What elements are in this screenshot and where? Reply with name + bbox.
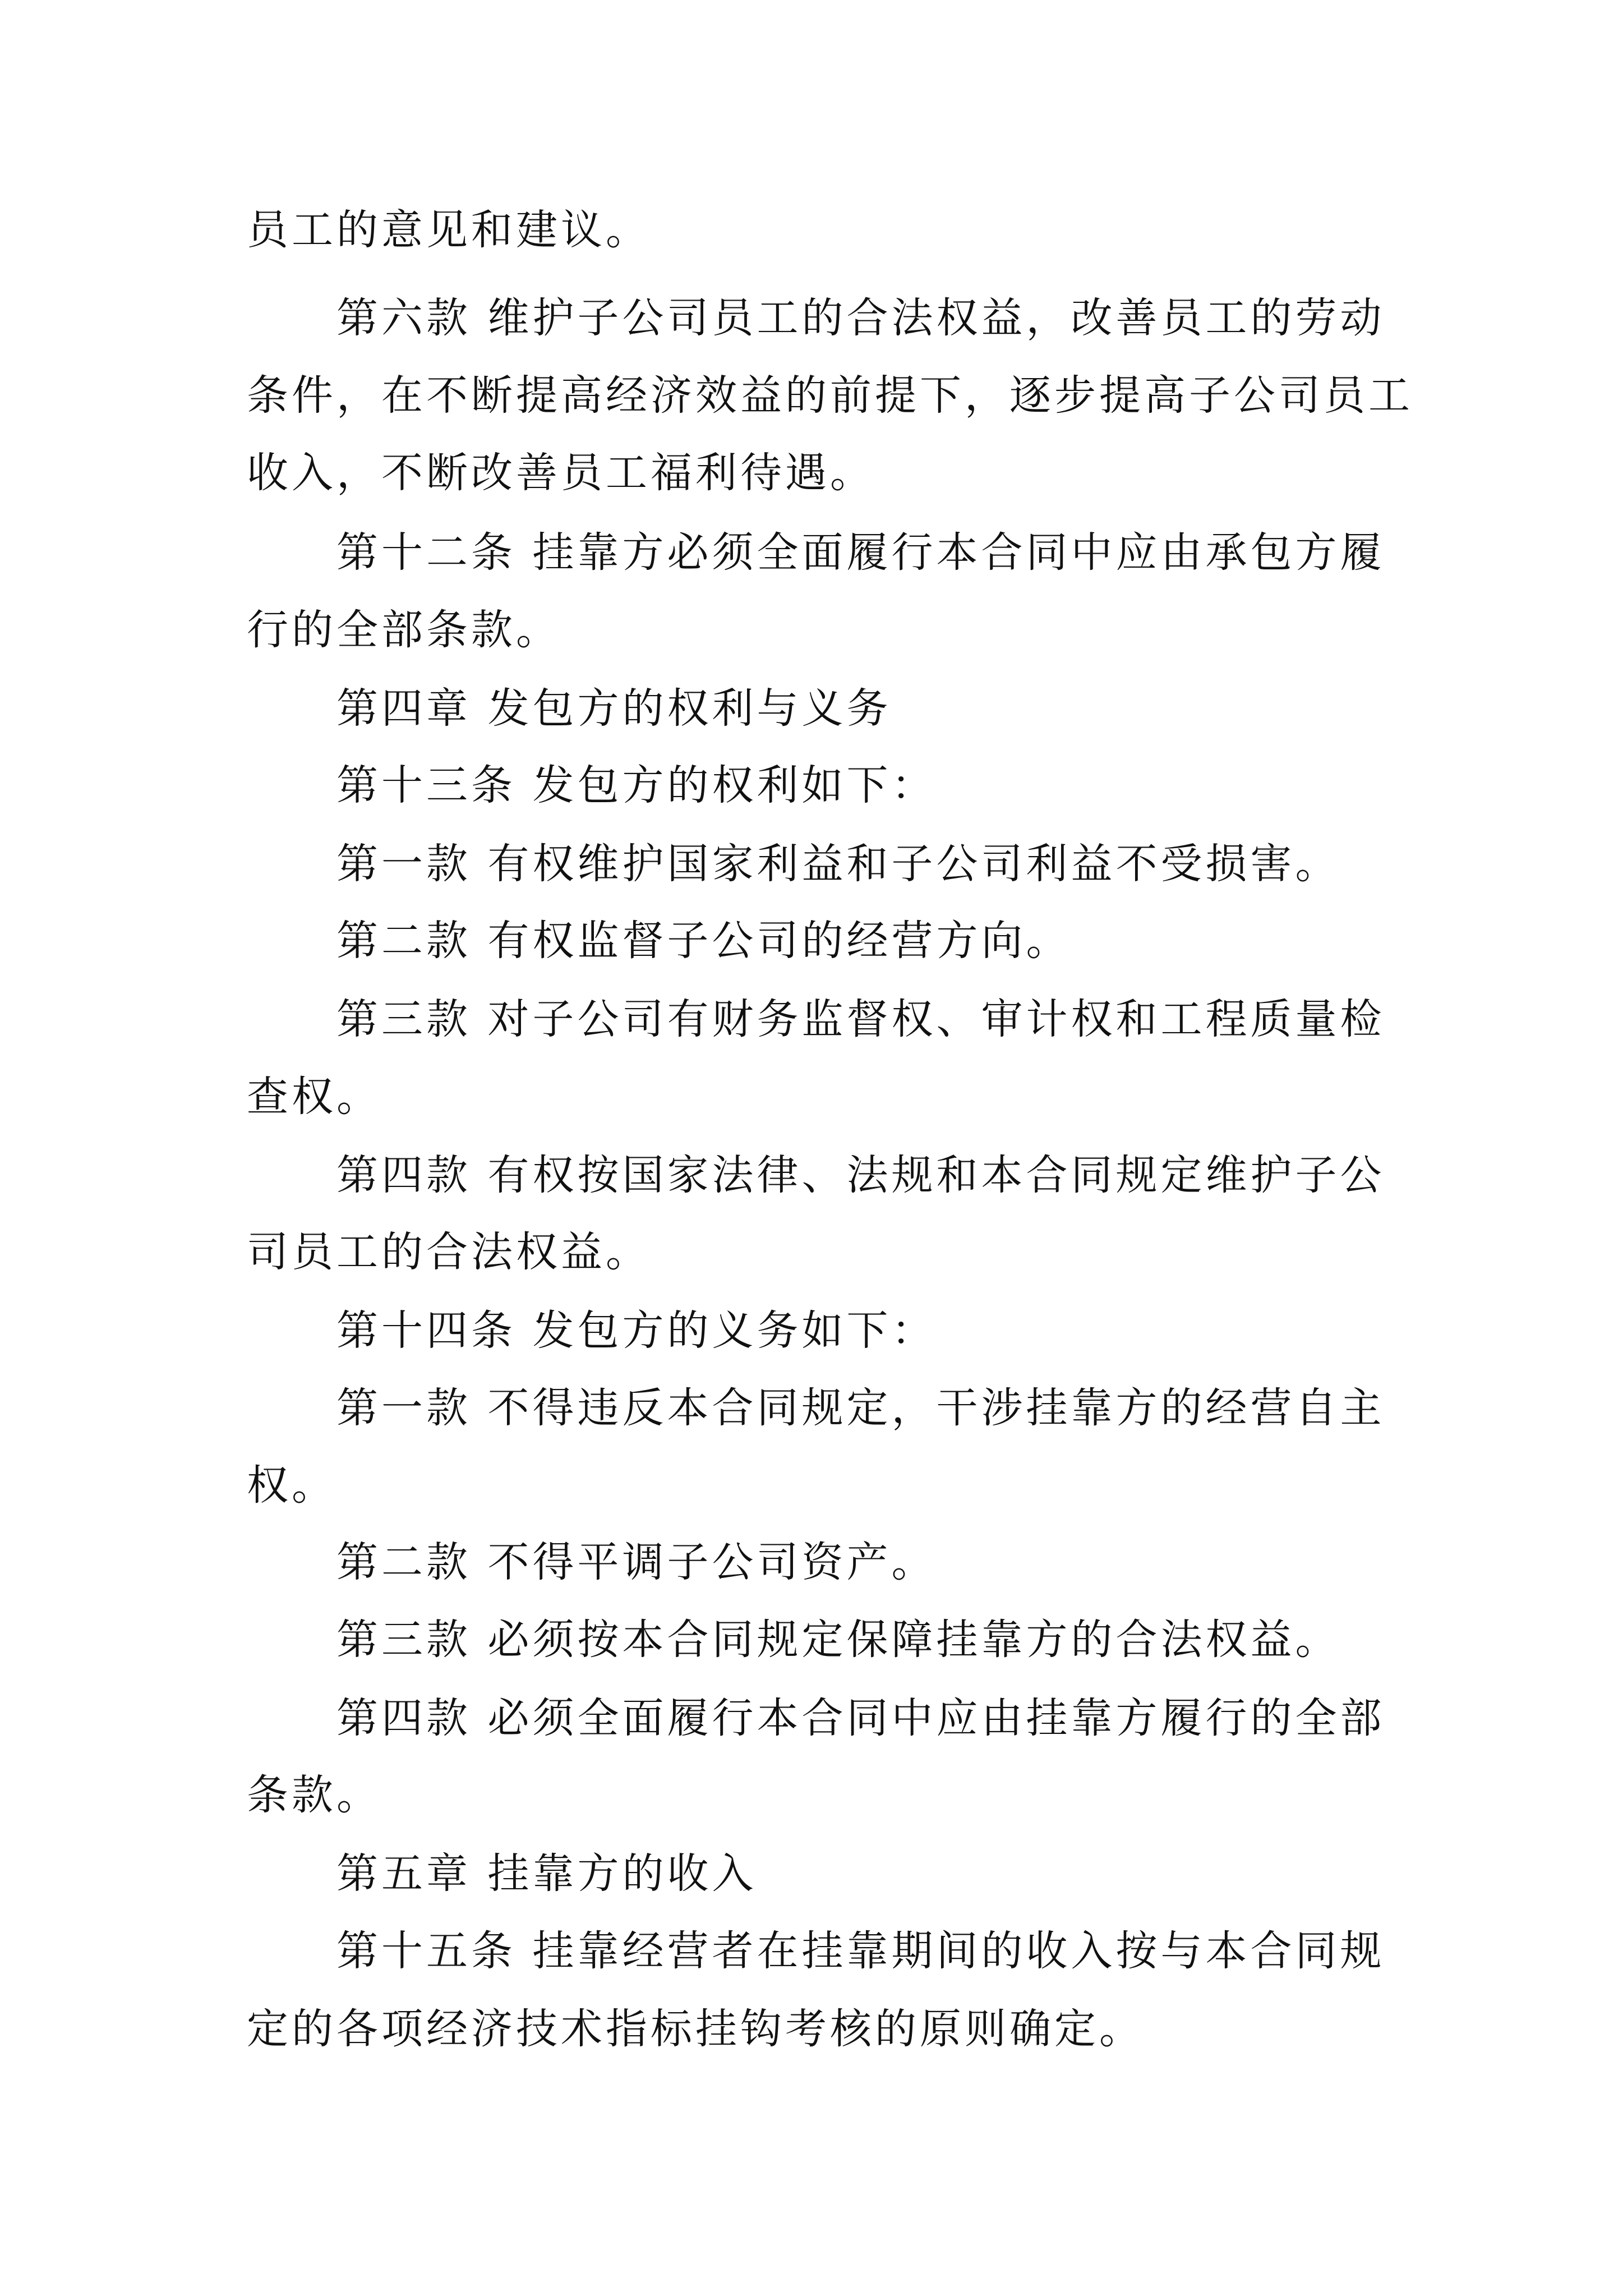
article-14-clause-1-line-1: 第一款 不得违反本合同规定，干涉挂靠方的经营自主 [336,1384,1385,1432]
chapter-5-heading: 第五章 挂靠方的收入 [336,1849,757,1898]
article-14-clause-4-line-1: 第四款 必须全面履行本合同中应由挂靠方履行的全部 [336,1694,1385,1742]
chapter-4-heading: 第四章 发包方的权利与义务 [336,684,892,733]
article-14-clause-2: 第二款 不得平调子公司资产。 [336,1538,937,1586]
article-14-clause-1-line-2: 权。 [247,1461,336,1510]
article-13-clause-2: 第二款 有权监督子公司的经营方向。 [336,917,1071,965]
text-line-continuation: 员工的意见和建议。 [247,206,651,254]
clause-6-line-2: 条件，在不断提高经济效益的前提下，逐步提高子公司员工 [247,371,1413,420]
article-13-clause-3-line-1: 第三款 对子公司有财务监督权、审计权和工程质量检 [336,995,1385,1043]
article-15-line-1: 第十五条 挂靠经营者在挂靠期间的收入按与本合同规 [336,1927,1385,1975]
clause-6-line-1: 第六款 维护子公司员工的合法权益，改善员工的劳动 [336,294,1385,342]
article-14-heading: 第十四条 发包方的义务如下： [336,1306,937,1355]
article-13-clause-4-line-2: 司员工的合法权益。 [247,1228,651,1276]
article-13-clause-4-line-1: 第四款 有权按国家法律、法规和本合同规定维护子公 [336,1151,1385,1199]
article-12-line-1: 第十二条 挂靠方必须全面履行本合同中应由承包方履 [336,528,1385,577]
clause-6-line-3: 收入，不断改善员工福利待遇。 [247,449,875,497]
article-13-clause-1: 第一款 有权维护国家利益和子公司利益不受损害。 [336,840,1340,888]
article-12-line-2: 行的全部条款。 [247,606,561,654]
article-13-clause-3-line-2: 查权。 [247,1073,381,1121]
article-13-heading: 第十三条 发包方的权利如下： [336,761,937,809]
article-14-clause-3: 第三款 必须按本合同规定保障挂靠方的合法权益。 [336,1616,1340,1664]
article-14-clause-4-line-2: 条款。 [247,1771,381,1819]
article-15-line-2: 定的各项经济技术指标挂钩考核的原则确定。 [247,2005,1144,2053]
